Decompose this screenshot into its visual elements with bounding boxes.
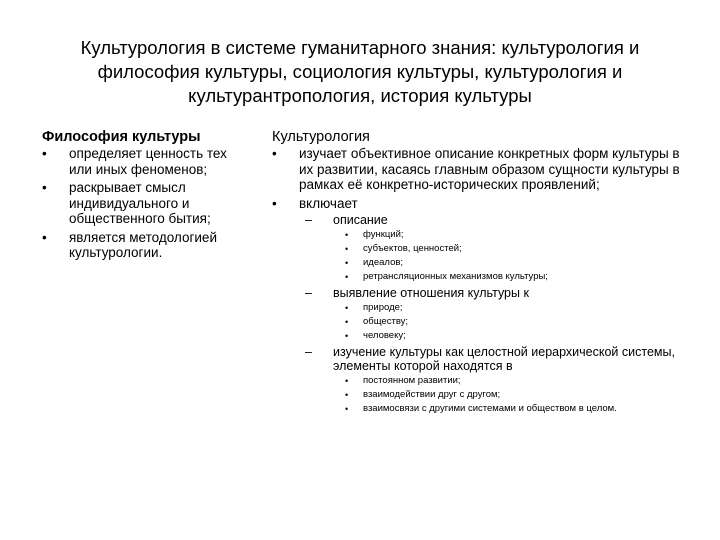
list-item-text: является методологией культурологии. — [69, 229, 217, 260]
bullet-icon: • — [345, 376, 349, 386]
detail-text: ретрансляционных механизмов культуры; — [363, 271, 548, 282]
detail-item — [345, 271, 692, 283]
bullet-icon: • — [345, 230, 349, 240]
culturology-heading: Культурология — [272, 129, 370, 145]
detail-list — [333, 375, 692, 415]
list-item-text: изучает объективное описание конкретных форм культуры в их развитии, касаясь главным образом сущности культуры в рамках её конкретно-исторических проявлений; — [299, 146, 680, 192]
detail-list — [333, 229, 692, 283]
detail-text: субъектов, ценностей; — [363, 243, 462, 254]
bullet-icon: • — [345, 303, 349, 313]
detail-item — [345, 375, 692, 387]
bullet-icon: • — [345, 404, 349, 414]
sub-item — [305, 213, 692, 283]
detail-text: обществу; — [363, 316, 409, 327]
philosophy-column — [42, 128, 252, 264]
bullet-icon: • — [345, 244, 349, 254]
culturology-column — [272, 128, 692, 418]
sub-item-label: изучение культуры как целостной иерархической системы, элементы которой находятся в — [333, 345, 675, 373]
sub-item — [305, 345, 692, 415]
detail-item — [345, 316, 692, 328]
list-item — [42, 146, 252, 177]
bullet-icon: • — [42, 146, 47, 161]
bullet-icon: • — [272, 195, 277, 211]
detail-item — [345, 257, 692, 269]
list-item — [272, 146, 692, 193]
detail-list — [333, 302, 692, 342]
detail-text: взаимодействии друг с другом; — [363, 389, 501, 400]
bullet-icon: • — [345, 317, 349, 327]
dash-icon: – — [305, 213, 312, 227]
detail-item — [345, 229, 692, 241]
bullet-icon: • — [345, 331, 349, 341]
list-item-text: раскрывает смысл индивидуального и общественного бытия; — [69, 180, 211, 226]
list-item — [272, 196, 692, 416]
dash-icon: – — [305, 345, 312, 359]
philosophy-heading: Философия культуры — [42, 129, 201, 145]
detail-item — [345, 330, 692, 342]
list-item — [42, 180, 252, 227]
list-item-text: включает — [299, 195, 358, 211]
dash-icon: – — [305, 286, 312, 300]
sub-item-label: описание — [333, 213, 388, 227]
philosophy-list — [42, 146, 252, 261]
detail-text: природе; — [363, 302, 403, 313]
detail-text: человеку; — [363, 330, 406, 341]
detail-item — [345, 243, 692, 255]
list-item-text: определяет ценность тех или иных феноменов; — [69, 146, 227, 177]
bullet-icon: • — [345, 272, 349, 282]
detail-item — [345, 302, 692, 314]
detail-item — [345, 389, 692, 401]
detail-text: взаимосвязи с другими системами и обществом в целом. — [363, 403, 617, 414]
bullet-icon: • — [42, 180, 47, 195]
includes-list — [299, 213, 692, 415]
bullet-icon: • — [272, 146, 277, 161]
slide-title: Культурология в системе гуманитарного знания: культурология и философия культуры, социология культуры, культурология и культурантропология, история культуры — [80, 37, 640, 106]
list-item — [42, 230, 252, 261]
culturology-list — [272, 146, 692, 415]
detail-text: постоянном развитии; — [363, 375, 461, 386]
bullet-icon: • — [345, 390, 349, 400]
detail-item — [345, 403, 692, 415]
bullet-icon: • — [42, 229, 47, 245]
bullet-icon: • — [345, 258, 349, 268]
detail-text: функций; — [363, 229, 404, 240]
sub-item-label: выявление отношения культуры к — [333, 286, 529, 300]
sub-item — [305, 286, 692, 342]
detail-text: идеалов; — [363, 257, 404, 268]
